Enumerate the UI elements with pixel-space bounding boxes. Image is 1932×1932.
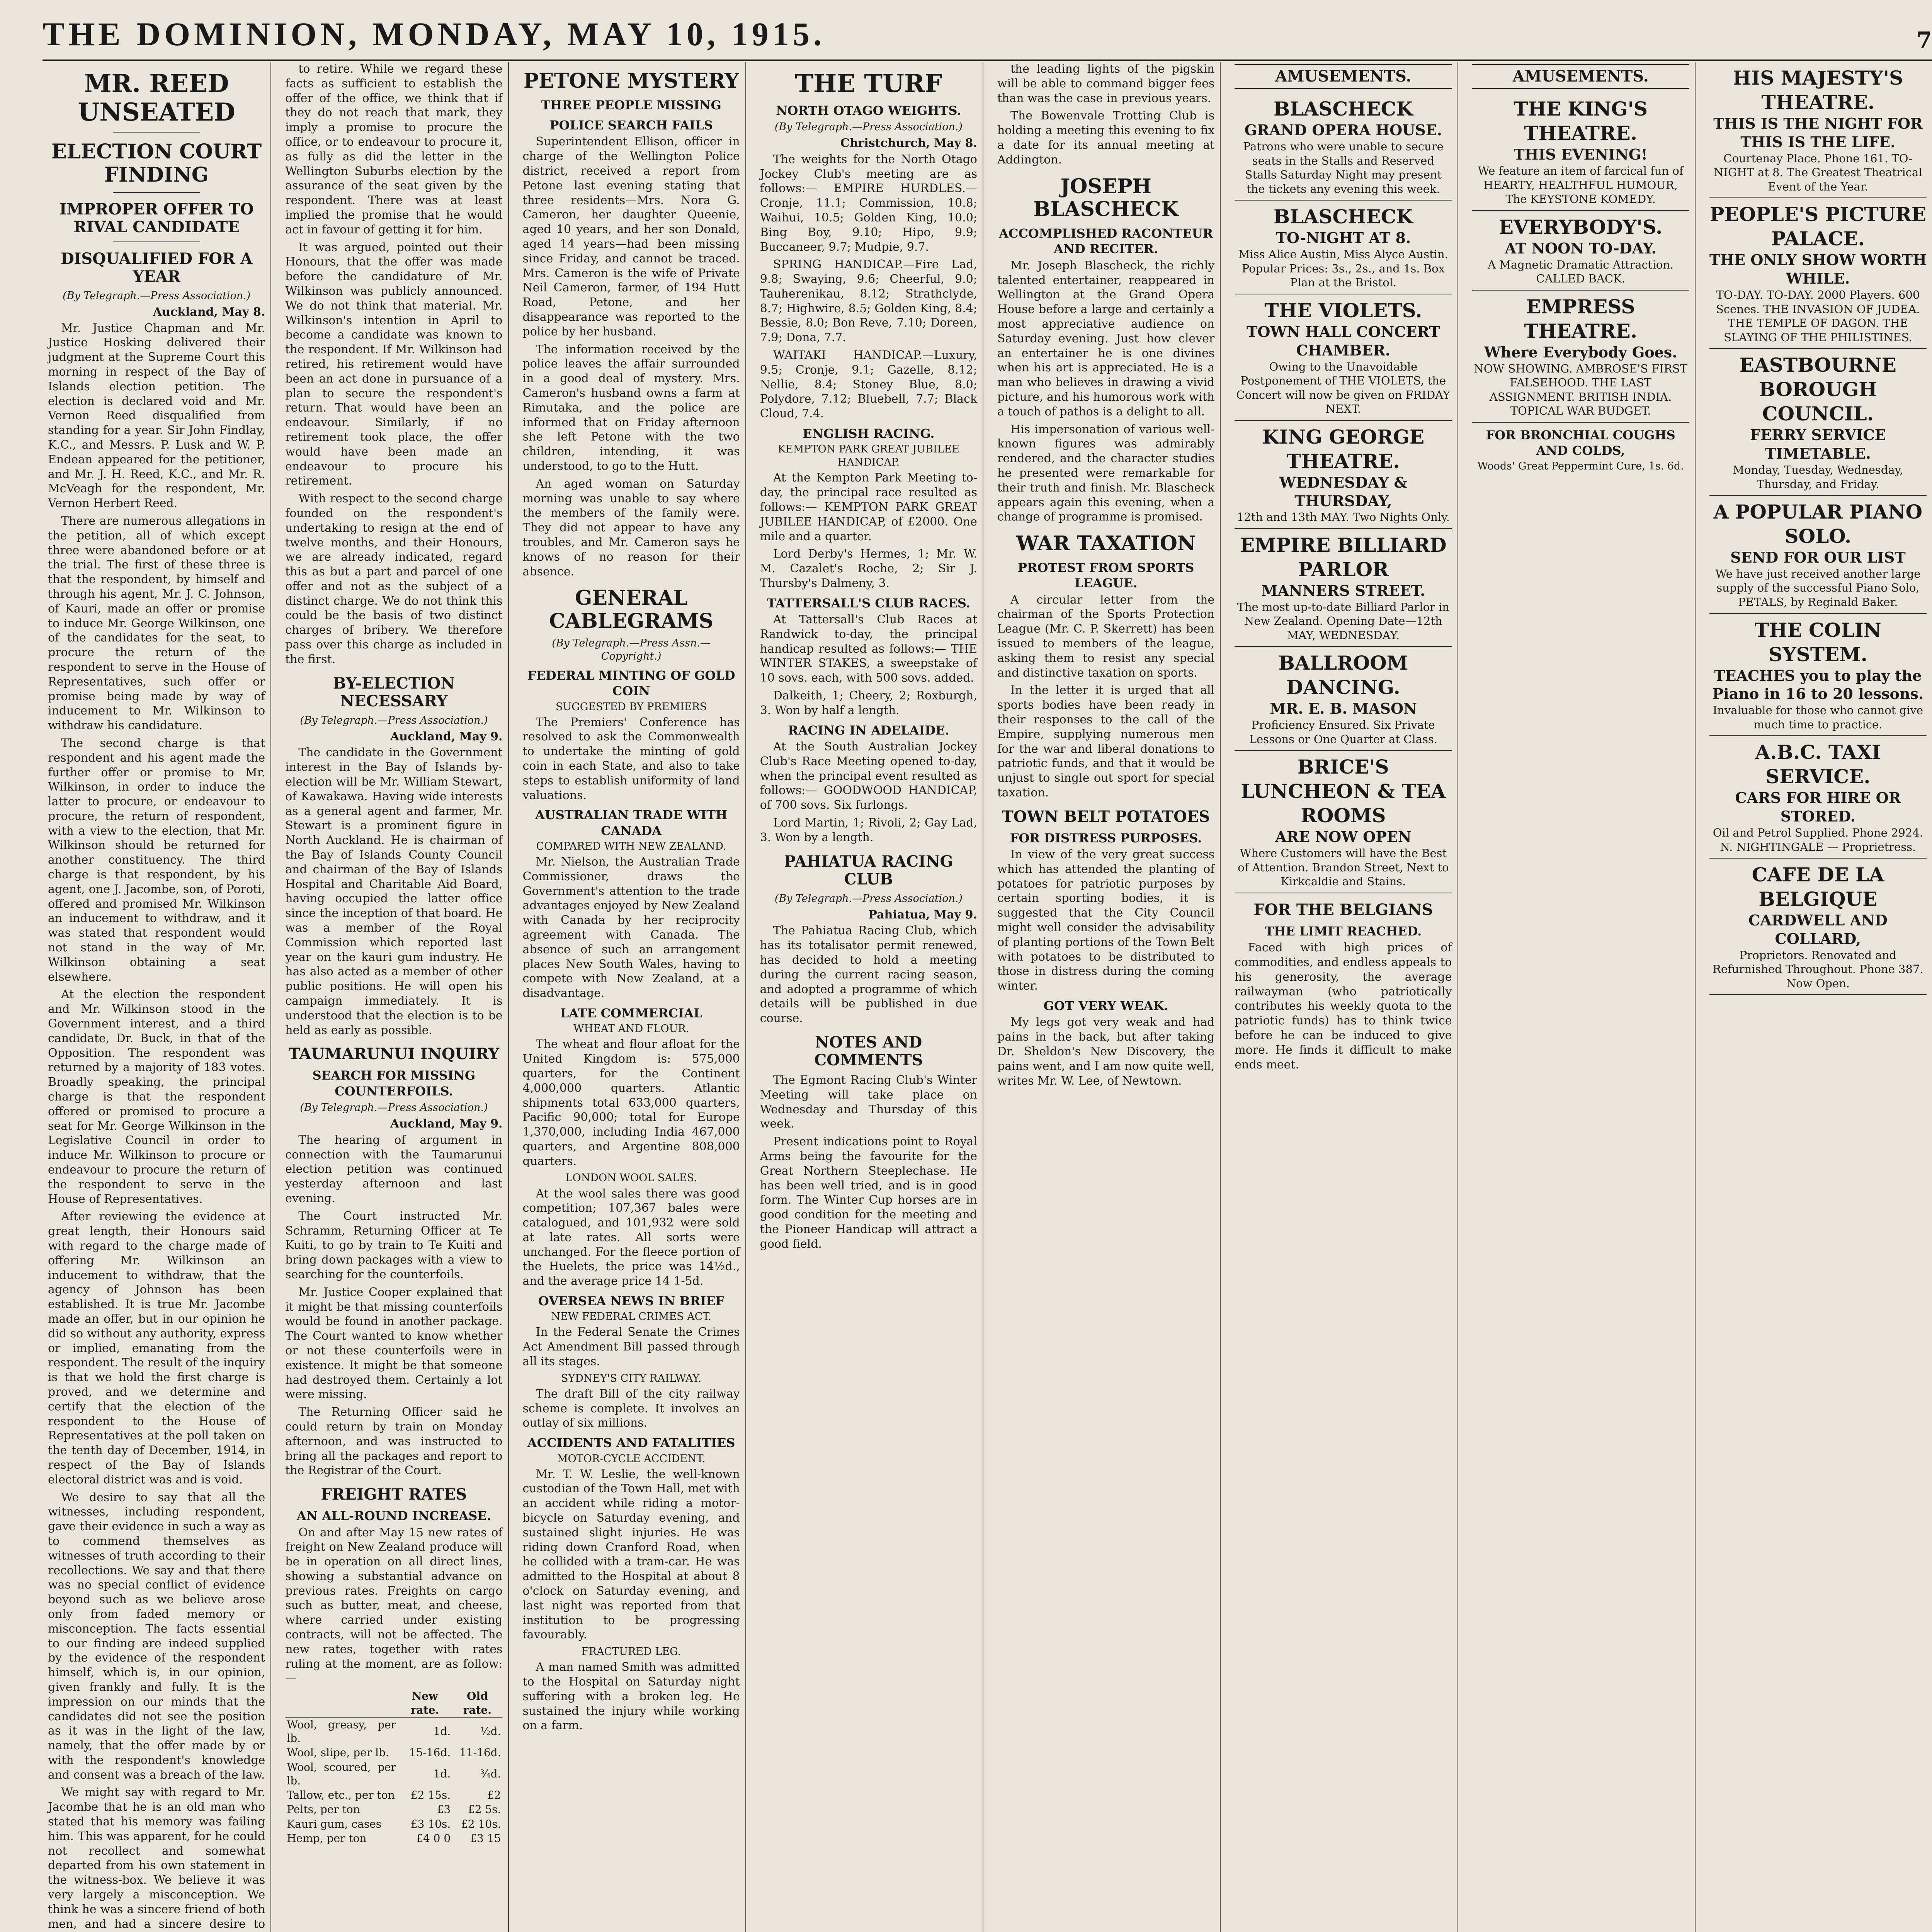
table-cell: Wool, slipe, per lb. bbox=[287, 1746, 389, 1759]
dateline: Auckland, May 9. bbox=[390, 1117, 503, 1131]
ad-subtitle: CARDWELL AND COLLARD, bbox=[1748, 912, 1888, 947]
column-7 bbox=[1467, 62, 1696, 1932]
ad-text: Proficiency Ensured. Six Private Lessons or One Quarter at Class. bbox=[1249, 718, 1437, 746]
table-cell: 15-16d. bbox=[409, 1746, 451, 1759]
ad-title: THE VIOLETS. bbox=[1264, 299, 1422, 322]
ad-subtitle: TOWN HALL CONCERT CHAMBER. bbox=[1247, 323, 1440, 359]
column-5 bbox=[992, 62, 1221, 1932]
table-header-row bbox=[285, 1689, 502, 1717]
advertisement bbox=[1235, 421, 1452, 529]
advertisement bbox=[1235, 201, 1452, 294]
ad-title: HIS MAJESTY'S THEATRE. bbox=[1733, 66, 1903, 114]
section-kicker: FRACTURED LEG. bbox=[582, 1646, 681, 1658]
ad-title: A POPULAR PIANO SOLO. bbox=[1713, 500, 1923, 548]
section-subhead: TATTERSALL'S CLUB RACES. bbox=[767, 595, 971, 611]
amusements-header: AMUSEMENTS. bbox=[1472, 64, 1689, 89]
article-headline: GENERAL CABLEGRAMS bbox=[549, 586, 714, 633]
ad-title: PEOPLE'S PICTURE PALACE. bbox=[1709, 203, 1926, 250]
paragraph: The Court instructed Mr. Schramm, Returning Officer at Te Kuiti, to go by train to Te Kuiti and bring down packages with a view to searching for the counterfoils. bbox=[285, 1209, 503, 1282]
paragraph: There are numerous allegations in the petition, all of which except three were abandoned before or at the trial. The first of these three is that the respondent, by himself and through his agent, Mr. J. C. Johnson, of Kauri, made an offer or promise to induce Mr. George Wilkinson, one of the candidates for the seat, to procure the return of the respondent to serve in the House of Representatives, such offer or promise being made by way of inducement to Mr. Wilkinson to withdraw his candidature. bbox=[48, 514, 265, 733]
paragraph: The Returning Officer said he could return by train on Monday afternoon, and was instructed to bring all the packages and report to the Registrar of the Court. bbox=[285, 1405, 503, 1478]
press-credit: (By Telegraph.—Press Association.) bbox=[774, 121, 963, 133]
paragraph: Mr. Joseph Blascheck, the richly talented entertainer, reappeared in Wellington at the Grand Opera House before a large and certainly a most appreciative audience on Saturday evening. Just how clever an entertainer he is one divines when his art is appreciated. He is a man who believes in drawing a vivid picture, and his humorous work with a touch of pathos is a delight to all. bbox=[997, 259, 1215, 418]
section-subhead: GOT VERY WEAK. bbox=[1043, 998, 1168, 1013]
article-headline: TOWN BELT POTATOES bbox=[1002, 807, 1210, 826]
ad-subtitle: Where Everybody Goes. bbox=[1484, 343, 1677, 361]
amusements-header: AMUSEMENTS. bbox=[1235, 64, 1452, 89]
article-headline: THE TURF bbox=[795, 69, 942, 98]
ad-title: BALLROOM DANCING. bbox=[1278, 651, 1408, 699]
table-cell: £2 bbox=[487, 1789, 501, 1802]
ad-subtitle: THE ONLY SHOW WORTH WHILE. bbox=[1709, 251, 1927, 287]
article-headline: JOSEPH BLASCHECK bbox=[1033, 174, 1179, 221]
ad-text: TO-DAY. TO-DAY. 2000 Players. 600 Scenes. THE INVASION OF JUDEA. THE TEMPLE OF DAGON. THE SLAYING OF THE PHILISTINES. bbox=[1716, 288, 1920, 344]
paragraph: At the election the respondent and Mr. Wilkinson stood in the Government interest, and a third candidate, Dr. Buck, in that of the Opposition. The respondent was returned by a majority of 183 votes. Broadly speaking, the principal charge is that the respondent offered or promised to procure a seat for Mr. George Wilkinson in the Legislative Council in order to induce Mr. Wilkinson to procure or endeavour to procure the return of the respondent to serve in the House of Representatives. bbox=[48, 988, 265, 1206]
ad-subtitle: THIS IS THE NIGHT FOR THIS IS THE LIFE. bbox=[1713, 115, 1923, 151]
column-1 bbox=[43, 62, 271, 1932]
paragraph: The Bowenvale Trotting Club is holding a meeting this evening to fix a date for its annual meeting at Addington. bbox=[997, 109, 1215, 167]
ad-text: Woods' Great Peppermint Cure, 1s. 6d. bbox=[1477, 460, 1684, 473]
table-header-cell: Old rate. bbox=[452, 1689, 502, 1717]
paragraph: Present indications point to Royal Arms being the favourite for the Great Northern Steeplechase. He has been well tried, and is in good form. The Winter Cup horses are in good condition for the meeting and the Pioneer Handicap will attract a good field. bbox=[760, 1135, 977, 1251]
table-cell: £2 15s. bbox=[410, 1789, 451, 1802]
table-cell: £2 5s. bbox=[468, 1803, 501, 1816]
section-subhead: THREE PEOPLE MISSING bbox=[541, 97, 721, 112]
ad-title: BRICE'S LUNCHEON & TEA ROOMS bbox=[1241, 755, 1446, 827]
paragraph: The Egmont Racing Club's Winter Meeting will take place on Wednesday and Thursday of this week. bbox=[760, 1073, 977, 1131]
paragraph: An aged woman on Saturday morning was unable to say where the members of the family were. They did not appear to have any troubles, and Mr. Cameron says he knows of no reason for their absence. bbox=[522, 477, 740, 578]
article-headline: WAR TAXATION bbox=[1016, 532, 1196, 556]
ad-subtitle: ARE NOW OPEN bbox=[1275, 828, 1412, 846]
ad-text: Where Customers will have the Best of Attention. Brandon Street, Next to Kirkcaldie and Stains. bbox=[1238, 847, 1449, 888]
newspaper-title: THE DOMINION, MONDAY, MAY 10, 1915. bbox=[43, 15, 826, 53]
paragraph: A circular letter from the chairman of the Sports Protection League (Mr. C. P. Skerrett) has been issued to members of the league, asking them to resist any special and distinctive taxation on sports. bbox=[997, 593, 1215, 680]
ad-title: A.B.C. TAXI SERVICE. bbox=[1755, 741, 1881, 788]
dateline: Auckland, May 9. bbox=[390, 730, 503, 743]
press-credit: (By Telegraph.—Press Association.) bbox=[774, 892, 963, 905]
section-kicker: SUGGESTED BY PREMIERS bbox=[555, 701, 707, 713]
press-credit: (By Telegraph.—Press Association.) bbox=[63, 289, 251, 302]
section-subhead: OVERSEA NEWS IN BRIEF bbox=[538, 1294, 724, 1309]
ad-text: Monday, Tuesday, Wednesday, Thursday, and Friday. bbox=[1733, 463, 1903, 491]
table-cell: 1d. bbox=[433, 1767, 451, 1781]
paragraph: WAITAKI HANDICAP.—Luxury, 9.5; Cronje, 9.1; Gazelle, 8.12; Nellie, 8.4; Stoney Blue, 8.0; Polydore, 7.12; Bluebell, 7.7; Black Cloud, 7.4. bbox=[760, 349, 977, 421]
table-row bbox=[285, 1831, 502, 1845]
dateline: Christchurch, May 8. bbox=[840, 136, 977, 150]
ad-title: EMPRESS THEATRE. bbox=[1524, 295, 1638, 342]
paragraph: The wheat and flour afloat for the United Kingdom is: 575,000 quarters, for the Continent 4,000,000 quarters. Atlantic shipments total 633,000 quarters, Pacific 90,000; total for Europe 1,370,000, including India 467,000 quarters, and Argentine 808,000 quarters. bbox=[522, 1037, 740, 1168]
ad-text: 12th and 13th MAY. Two Nights Only. bbox=[1236, 510, 1450, 524]
paragraph: The candidate in the Government interest in the Bay of Islands by-election will be Mr. William Stewart, of Kawakawa. Having wide interests as a general agent and farmer, Mr. Stewart is a prominent figure in North Auckland. He is chairman of the Bay of Islands County Council and chairman of the Bay of Islands Hospital and Charitable Aid Board, having occupied the latter office since the inception of that board. He was a member of the Royal Commission which reported last year on the kauri gum industry. He has also acted as a member of other public positions. He will open his campaign immediately. It is understood that the election is to be held as early as possible. bbox=[285, 746, 503, 1037]
section-subhead: THE LIMIT REACHED. bbox=[1265, 923, 1422, 939]
ad-subtitle: TEACHES you to play the Piano in 16 to 20 lessons. bbox=[1712, 667, 1924, 703]
section-kicker: LONDON WOOL SALES. bbox=[565, 1172, 697, 1184]
section-subhead: AUSTRALIAN TRADE WITH CANADA bbox=[535, 808, 728, 838]
section-kicker: NEW FEDERAL CRIMES ACT. bbox=[551, 1311, 711, 1323]
paragraph: On and after May 15 new rates of freight on New Zealand produce will be in operation on all direct lines, showing a substantial advance on previous rates. Freights on cargo such as butter, meat, and cheese, where carried under existing contracts, will not be affected. The new rates, together with rates ruling at the moment, are as follow:— bbox=[285, 1526, 503, 1685]
table-cell: ¾d. bbox=[480, 1767, 501, 1781]
table-cell: Kauri gum, cases bbox=[287, 1817, 382, 1830]
paragraph: Superintendent Ellison, officer in charge of the Wellington Police district, received a report from Petone last evening stating that three residents—Mrs. Nora G. Cameron, her daughter Queenie, aged 10 years, and her son Donald, aged 14 years—had been missing since Friday, and cannot be traced. Mrs. Cameron is the wife of Private Neil Cameron, farmer, of 194 Hutt Road, Petone, and her disappearance was reported to the police by her husband. bbox=[522, 135, 740, 338]
ad-title: EASTBOURNE BOROUGH COUNCIL. bbox=[1739, 354, 1896, 425]
ad-text: Proprietors. Renovated and Refurnished Throughout. Phone 387. Now Open. bbox=[1713, 948, 1923, 990]
advertisement bbox=[1709, 614, 1927, 736]
ad-title: THE COLIN SYSTEM. bbox=[1755, 618, 1881, 666]
paragraph: In the letter it is urged that all sports bodies have been ready in their responses to the call of the Empire, supplying numerous men for the war and liberal donations to patriotic funds, and that it would be unjust to single out sport for special taxation. bbox=[997, 684, 1215, 799]
paragraph: In the Federal Senate the Crimes Act Amendment Bill passed through all its stages. bbox=[522, 1325, 740, 1368]
table-row bbox=[285, 1717, 502, 1745]
ad-subtitle: WEDNESDAY & THURSDAY, bbox=[1279, 473, 1407, 510]
section-subhead: PROTEST FROM SPORTS LEAGUE. bbox=[1017, 560, 1194, 591]
paragraph: The Premiers' Conference has resolved to ask the Commonwealth to undertake the minting of gold coin in each State, and also to take steps to establish uniformity of land valuations. bbox=[522, 715, 740, 802]
section-subhead: RACING IN ADELAIDE. bbox=[788, 723, 949, 738]
article-headline: PAHIATUA RACING CLUB bbox=[784, 852, 953, 888]
section-subhead: ENGLISH RACING. bbox=[803, 426, 935, 441]
paragraph: SPRING HANDICAP.—Fire Lad, 9.8; Swaying, 9.6; Cheerful, 9.0; Tauherenikau, 8.12; Strathclyde, 8.7; Highwire, 8.5; Golden King, 8.4; Bessie, 8.0; Bon Reve, 7.10; Doreen, 7.9; Dona, 7.7. bbox=[760, 258, 977, 345]
ad-subtitle: THIS EVENING! bbox=[1514, 146, 1648, 163]
paragraph: At the South Australian Jockey Club's Race Meeting opened to-day, when the principal event resulted as follows:— GOODWOOD HANDICAP, of 700 sovs. Six furlongs. bbox=[760, 740, 977, 812]
paragraph: Lord Derby's Hermes, 1; Mr. W. M. Cazalet's Roche, 2; Sir J. Thursby's Dalmeny, 3. bbox=[760, 547, 977, 590]
table-cell: 1d. bbox=[433, 1725, 451, 1738]
paragraph: With respect to the second charge founded on the respondent's undertaking to resign at the end of twelve months, and their Honours, we are already indicated, regard this as but a part and parcel of one offer and not as the subject of a distinct charge. We do not think this could be the basis of two distinct charges of bribery. We therefore pass over this charge as included in the first. bbox=[285, 492, 503, 666]
table-row bbox=[285, 1745, 502, 1760]
ad-text: Invaluable for those who cannot give much time to practice. bbox=[1713, 704, 1923, 731]
ad-subtitle: SEND FOR OUR LIST bbox=[1730, 549, 1906, 566]
advertisement bbox=[1235, 294, 1452, 421]
article-headline: MR. REED UNSEATED bbox=[78, 69, 235, 127]
ad-title: EVERYBODY'S. bbox=[1498, 215, 1663, 238]
ad-text: Courtenay Place. Phone 161. TO-NIGHT at 8. The Greatest Theatrical Event of the Year. bbox=[1714, 151, 1922, 193]
paragraph: It was argued, pointed out their Honours, that the offer was made before the candidature of Mr. Wilkinson was publicly announced. We do not think that material. Mr. Wilkinson's intention in April to become a candidate was known to the respondent. If Mr. Wilkinson had retired, his retirement would have been an act done in pursuance of a plan to secure the respondent's return. That would have been an endeavour. Similarly, if no retirement took place, the offer would have been made an endeavour to procure his retirement. bbox=[285, 240, 503, 488]
ad-text: A Magnetic Dramatic Attraction. CALLED BACK. bbox=[1488, 258, 1674, 286]
column-6 bbox=[1229, 62, 1458, 1932]
divider bbox=[113, 192, 200, 193]
press-credit: (By Telegraph.—Press Association.) bbox=[300, 714, 488, 726]
advertisement bbox=[1235, 647, 1452, 751]
section-kicker: KEMPTON PARK GREAT JUBILEE HANDICAP. bbox=[777, 443, 959, 469]
section-subhead: FEDERAL MINTING OF GOLD COIN bbox=[527, 668, 735, 699]
masthead bbox=[43, 7, 1932, 61]
advertisement bbox=[1472, 93, 1689, 211]
ad-subtitle: CARS FOR HIRE OR STORED. bbox=[1735, 789, 1901, 825]
section-kicker: COMPARED WITH NEW ZEALAND. bbox=[536, 840, 726, 852]
paragraph: Lord Martin, 1; Rivoli, 2; Gay Lad, 3. Won by a length. bbox=[760, 816, 977, 844]
column-4 bbox=[755, 62, 983, 1932]
ad-title: BLASCHECK bbox=[1274, 205, 1413, 228]
ad-text: We have just received another large supply of the successful Piano Solo, PETALS, by Reginald Baker. bbox=[1715, 567, 1921, 609]
article-headline: NOTES AND COMMENTS bbox=[814, 1033, 923, 1069]
paragraph: A man named Smith was admitted to the Hospital on Saturday night suffering with a broken leg. He sustained the injury while working on a farm. bbox=[522, 1660, 740, 1733]
table-cell: £2 10s. bbox=[461, 1817, 501, 1830]
paragraph: The weights for the North Otago Jockey Club's meeting are as follows:— EMPIRE HURDLES.—Cronje, 11.1; Commission, 10.8; Waihui, 10.5; Golden King, 10.0; Bing Boy, 9.10; Hipo, 9.9; Buccaneer, 9.7; Mudpie, 9.7. bbox=[760, 152, 977, 254]
paragraph: At Tattersall's Club Races at Randwick to-day, the principal handicap resulted as follows:— THE WINTER STAKES, a sweepstake of 10 sovs. each, with 500 sovs. added. bbox=[760, 613, 977, 685]
ad-text: We feature an item of farcical fun of HEARTY, HEALTHFUL HUMOUR, The KEYSTONE KOMEDY. bbox=[1478, 164, 1684, 206]
paragraph: the leading lights of the pigskin will be able to command bigger fees than was the case in previous years. bbox=[997, 62, 1215, 105]
press-credit: (By Telegraph.—Press Assn.—Copyright.) bbox=[552, 637, 711, 662]
advertisement bbox=[1709, 859, 1927, 995]
advertisement bbox=[1472, 211, 1689, 291]
ad-title: CAFE DE LA BELGIQUE bbox=[1752, 863, 1884, 911]
article-headline: PETONE MYSTERY bbox=[523, 69, 739, 93]
article-subheadline: DISQUALIFIED FOR A YEAR bbox=[60, 249, 253, 286]
table-cell: £3 15 bbox=[470, 1832, 501, 1845]
ad-text: Owing to the Unavoidable Postponement of THE VIOLETS, the Concert will now be given on FRIDAY NEXT. bbox=[1236, 360, 1451, 416]
paragraph: The hearing of argument in connection with the Taumarunui election petition was continued yesterday afternoon and last evening. bbox=[285, 1133, 503, 1206]
paragraph: My legs got very weak and had pains in the back, but after taking Dr. Sheldon's New Discovery, the pains went, and I am now quite well, writes Mr. W. Lee, of Newtown. bbox=[997, 1015, 1215, 1088]
page-number: 7 bbox=[1916, 27, 1932, 53]
ad-title: BLASCHECK bbox=[1274, 97, 1413, 121]
table-row bbox=[285, 1817, 502, 1831]
section-kicker: WHEAT AND FLOUR. bbox=[573, 1023, 689, 1035]
ad-text: NOW SHOWING. AMBROSE'S FIRST FALSEHOOD. THE LAST ASSIGNMENT. BRITISH INDIA. TOPICAL WAR BUDGET. bbox=[1474, 362, 1687, 418]
ad-subtitle: AT NOON TO-DAY. bbox=[1505, 239, 1656, 257]
article-headline: FREIGHT RATES bbox=[321, 1485, 467, 1504]
section-subhead: ACCOMPLISHED RACONTEUR AND RECITER. bbox=[999, 226, 1213, 257]
section-kicker: SYDNEY'S CITY RAILWAY. bbox=[561, 1372, 702, 1384]
article-subheadline: ELECTION COURT FINDING bbox=[51, 140, 262, 187]
dateline: Auckland, May 8. bbox=[153, 305, 265, 319]
paragraph: At the wool sales there was good competition; 107,367 bales were catalogued, and 101,932 were sold at late rates. All sorts were unchanged. For the fleece portion of the Huelets, the price was 14½d., and the average price 14 1-5d. bbox=[522, 1187, 740, 1288]
dateline: Pahiatua, May 9. bbox=[868, 908, 977, 922]
ad-text: Oil and Petrol Supplied. Phone 2924. N. NIGHTINGALE — Proprietress. bbox=[1713, 826, 1923, 854]
divider bbox=[113, 132, 200, 133]
advertisement bbox=[1235, 93, 1452, 201]
advertisement bbox=[1709, 496, 1927, 614]
article-headline: BY-ELECTION NECESSARY bbox=[333, 674, 455, 710]
advertisement bbox=[1472, 291, 1689, 423]
paragraph: Mr. T. W. Leslie, the well-known custodian of the Town Hall, met with an accident while riding a motor-bicycle on Saturday evening, and sustained slight injuries. He was riding down Cranford Road, when he collided with a tram-car. He was admitted to the Hospital at about 8 o'clock on Saturday evening, and last night was reported from that institution to be progressing favourably. bbox=[522, 1467, 740, 1642]
page-columns bbox=[43, 62, 1932, 1932]
ad-title: KING GEORGE THEATRE. bbox=[1262, 425, 1425, 473]
advertisement bbox=[1235, 751, 1452, 893]
ad-subtitle: TO-NIGHT AT 8. bbox=[1276, 229, 1411, 247]
paragraph: Mr. Justice Cooper explained that it might be that missing counterfoils would be found in another package. The Court wanted to know whether or not these counterfoils were in existence. It might be that someone had destroyed them. Certainly a lot were missing. bbox=[285, 1285, 503, 1401]
paragraph: After reviewing the evidence at great length, their Honours said with regard to the charge made of offering Mr. Wilkinson an inducement to withdraw, that the agency of Johnson has been established. It is true Mr. Jacombe made an offer, but in our opinion he did so without any authority, express or implied, emanating from the respondent. The result of the inquiry is that we hold the first charge is proved, and we determine and certify that the election of the respondent to the House of Representatives at the poll taken on the tenth day of December, 1914, in respect of the Bay of Islands electoral district was and is void. bbox=[48, 1210, 265, 1486]
article-headline: FOR THE BELGIANS bbox=[1253, 900, 1433, 919]
section-subhead: FOR DISTRESS PURPOSES. bbox=[1010, 830, 1202, 845]
table-cell: Wool, scoured, per lb. bbox=[287, 1760, 396, 1787]
ad-title: EMPIRE BILLIARD PARLOR bbox=[1240, 534, 1447, 581]
paragraph: At the Kempton Park Meeting to-day, the principal race resulted as follows:— KEMPTON PARK GREAT JUBILEE HANDICAP, of £2000. One mile and a quarter. bbox=[760, 471, 977, 543]
section-subhead: AN ALL-ROUND INCREASE. bbox=[296, 1509, 491, 1524]
paragraph: The second charge is that respondent and his agent made the further offer or promise to Mr. Wilkinson, in order to induce the latter to procure, or endeavour to procure, the return of respondent, with a view to the election, that Mr. Wilkinson should be returned for another constituency. The third charge is that respondent, by his agent, one J. Jacombe, son, of Poroti, offered and promised Mr. Wilkinson an inducement to withdraw, and it was stated that respondent would not stand in the way of Mr. Wilkinson obtaining a seat elsewhere. bbox=[48, 736, 265, 984]
ad-text: Miss Alice Austin, Miss Alyce Austin. Popular Prices: 3s., 2s., and 1s. Box Plan at the Bristol. bbox=[1238, 248, 1448, 289]
paragraph: In view of the very great success which has attended the planting of potatoes for patriotic purposes by certain sporting bodies, it is suggested that the City Council might well consider the advisability of planting portions of the Town Belt with potatoes to be distributed to those in distress during the coming winter. bbox=[997, 848, 1215, 993]
section-subhead: POLICE SEARCH FAILS bbox=[549, 118, 713, 133]
ad-title: FOR BRONCHIAL COUGHS AND COLDS, bbox=[1486, 427, 1675, 458]
table-cell: Tallow, etc., per ton bbox=[287, 1789, 395, 1802]
ad-text: The most up-to-date Billiard Parlor in New Zealand. Opening Date—12th MAY, WEDNESDAY. bbox=[1237, 600, 1450, 642]
table-cell: Hemp, per ton bbox=[287, 1832, 367, 1845]
section-subhead: SEARCH FOR MISSING COUNTERFOILS. bbox=[312, 1068, 476, 1099]
ad-subtitle: MR. E. B. MASON bbox=[1269, 700, 1417, 718]
article-headline: TAUMARUNUI INQUIRY bbox=[288, 1045, 500, 1063]
table-row bbox=[285, 1802, 502, 1816]
paragraph: to retire. While we regard these facts as sufficient to establish the offer of the office, we think that if they do not reach that mark, they imply a promise to procure the office, or to endeavour to procure it, as fully as did the letter in the Wellington Suburbs election by the assurance of the seat given by the respondent. There was at least implied the promise that he would act in favour of getting it for him. bbox=[285, 62, 503, 236]
paragraph: His impersonation of various well-known figures was admirably rendered, and the character studies he presented were remarkable for their truth and finish. Mr. Blascheck appears again this evening, when a change of programme is promised. bbox=[997, 422, 1215, 524]
advertisement bbox=[1709, 198, 1927, 349]
column-3 bbox=[517, 62, 746, 1932]
table-header-cell: New rate. bbox=[398, 1689, 452, 1717]
table-header-cell bbox=[285, 1689, 398, 1717]
paragraph: We might say with regard to Mr. Jacombe that he is an old man who stated that his memory was failing him. This was apparent, for he could not recollect and somewhat departed from his own statement in the witness-box. We believe it was very largely a misconception. We think he was a sincere friend of both men, and had a sincere desire to bbox=[48, 1786, 265, 1931]
ad-title: THE KING'S THEATRE. bbox=[1514, 97, 1648, 145]
table-cell: £3 bbox=[437, 1803, 451, 1816]
advertisement bbox=[1235, 529, 1452, 647]
paragraph: The Pahiatua Racing Club, which has its totalisator permit renewed, has decided to hold a meeting during the current racing season, and adopted a programme of which details will be published in due course. bbox=[760, 924, 977, 1026]
column-8 bbox=[1704, 62, 1932, 1932]
advertisement bbox=[1709, 349, 1927, 496]
table-cell: £4 0 0 bbox=[416, 1832, 451, 1845]
table-cell: 11-16d. bbox=[459, 1746, 501, 1759]
ad-subtitle: MANNERS STREET. bbox=[1261, 582, 1425, 600]
ad-subtitle: FERRY SERVICE TIMETABLE. bbox=[1750, 426, 1886, 463]
section-subhead: LATE COMMERCIAL bbox=[560, 1005, 702, 1020]
article-subheadline: IMPROPER OFFER TO RIVAL CANDIDATE bbox=[59, 200, 254, 236]
table-cell: Wool, greasy, per lb. bbox=[287, 1718, 396, 1745]
table-cell: £3 10s. bbox=[410, 1817, 451, 1830]
section-subhead: ACCIDENTS AND FATALITIES bbox=[527, 1435, 735, 1451]
column-2 bbox=[280, 62, 509, 1932]
section-kicker: MOTOR-CYCLE ACCIDENT. bbox=[557, 1452, 706, 1465]
paragraph: Faced with high prices of commodities, and endless appeals to his generosity, the average railwayman (who patriotically contributes his weekly quota to the patriotic funds) has to think twice before he can be induced to give more. He finds it difficult to make ends meet. bbox=[1235, 941, 1452, 1071]
ad-subtitle: GRAND OPERA HOUSE. bbox=[1244, 121, 1442, 139]
advertisement bbox=[1709, 736, 1927, 859]
freight-rates-table bbox=[285, 1689, 502, 1845]
paragraph: The information received by the police leaves the affair surrounded in a good deal of mystery. Mrs. Cameron's husband owns a farm at Rimutaka, and the police are informed that on Friday afternoon she left Petone with the two children, intending, it was understood, to go to the Hutt. bbox=[522, 342, 740, 473]
table-row bbox=[285, 1760, 502, 1788]
paragraph: Mr. Justice Chapman and Mr. Justice Hosking delivered their judgment at the Supreme Court this morning in respect of the Bay of Islands election petition. The election is declared void and Mr. Vernon Reed disqualified from standing for a year. Sir John Findlay, K.C., and Messrs. P. Lusk and W. P. Endean appeared for the petitioner, and Mr. J. H. Reed, K.C., and Mr. R. McVeagh for the respondent, Mr. Vernon Herbert Reed. bbox=[48, 321, 265, 510]
paragraph: We desire to say that all the witnesses, including respondent, gave their evidence in such a way as to commend themselves as witnesses of truth according to their recollections. We say and that there was no special conflict of evidence beyond such as we believe arose only from faded memory or misconception. The facts essential to our finding are indeed supplied by the evidence of the respondent himself, which is, in our opinion, given frankly and fully. It is the impression on our minds that the candidates did not see the position as it was in the light of the law, namely, that the offer made by or with the respondent's knowledge and consent was a breach of the law. bbox=[48, 1490, 265, 1782]
paragraph: Mr. Nielson, the Australian Trade Commissioner, draws the Government's attention to the trade advantages enjoyed by New Zealand with Canada by her reciprocity agreement with Canada. The absence of such an arrangement places New South Wales, having to compete with New Zealand, at a disadvantage. bbox=[522, 855, 740, 1000]
table-cell: Pelts, per ton bbox=[287, 1803, 360, 1816]
table-row bbox=[285, 1788, 502, 1802]
advertisement bbox=[1709, 62, 1927, 198]
table-cell: ½d. bbox=[480, 1725, 501, 1738]
ad-text: Patrons who were unable to secure seats in the Stalls and Reserved Stalls Saturday Night may present the tickets any evening this week. bbox=[1243, 140, 1444, 196]
section-subhead: NORTH OTAGO WEIGHTS. bbox=[776, 103, 961, 118]
press-credit: (By Telegraph.—Press Association.) bbox=[300, 1102, 488, 1114]
paragraph: The draft Bill of the city railway scheme is complete. It involves an outlay of six millions. bbox=[522, 1387, 740, 1430]
paragraph: Dalkeith, 1; Cheery, 2; Roxburgh, 3. Won by half a length. bbox=[760, 689, 977, 717]
